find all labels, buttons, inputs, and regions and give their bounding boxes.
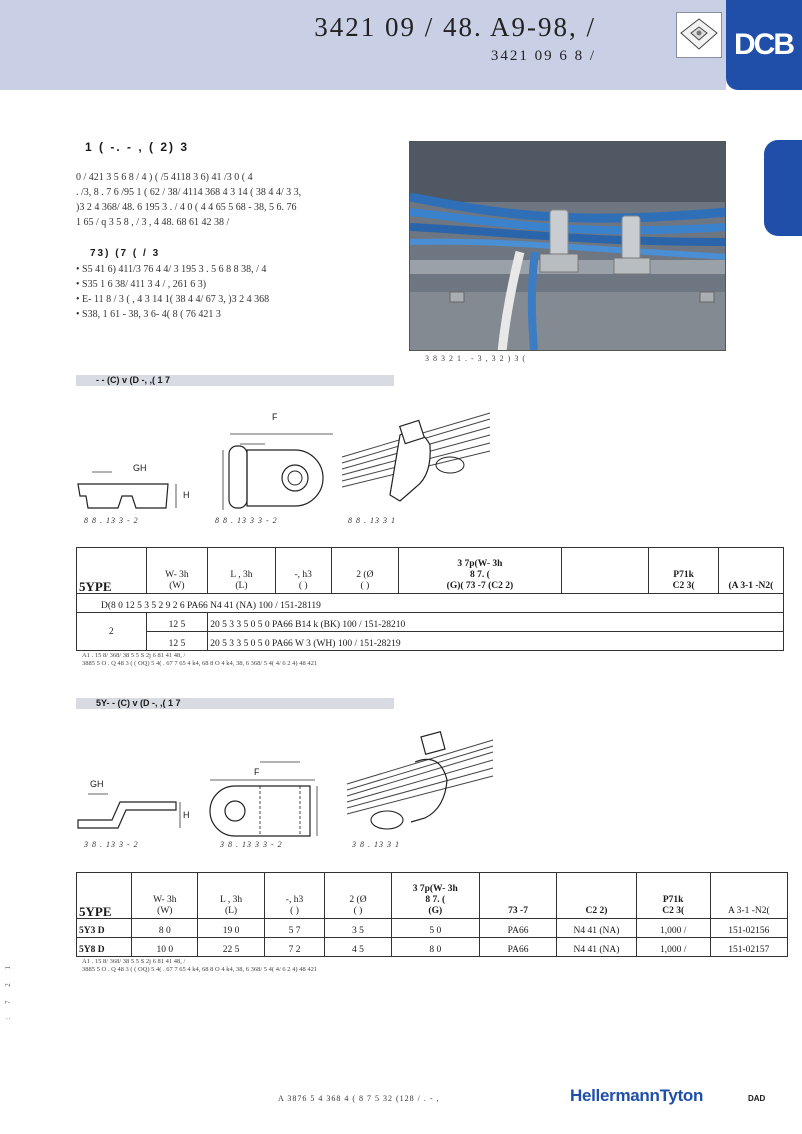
product-photo [409, 141, 726, 351]
col-type: 5YPE [77, 548, 147, 594]
table-cell: 12 5 [146, 613, 208, 632]
intro-line: . /3, 8 . 7 6 /95 1 ( 62 / 38/ 4114 368 4 3 14 ( 38 4 4/ 3 3, [76, 187, 302, 198]
table-cell: 5Y8 D [77, 938, 132, 957]
table-notes [82, 652, 317, 668]
side-tab [764, 140, 802, 236]
install-view-drawing [345, 722, 495, 842]
side-note: : 7 2 1 [4, 960, 12, 1020]
table-row [77, 632, 784, 651]
table-cell: 4 5 [325, 938, 391, 957]
install-view-drawing [340, 405, 495, 520]
note-line: 3885 5 O . Q 48 3 ( ( OQ) 5 4( . 67 7 65 4 k4, 68 8 O 4 k4, 38, 6 368/ 5 4( 4/ 6 2 4) 48 421 [82, 660, 318, 667]
col-height: -, h3 ( ) [275, 548, 331, 594]
table-cell: 8 0 [132, 919, 198, 938]
col-width: W- 3h (W) [146, 548, 208, 594]
table-cell: 1,000 / [636, 919, 710, 938]
feature-item: • S5 41 6) 411/3 76 4 4/ 3 195 3 . 5 6 8 8 38, / 4 [76, 262, 406, 277]
col-tie-width: 3 7p(W- 3h 8 7. ( (G)( 73 -7 (C2 2) [399, 548, 562, 594]
page-title: 3421 09 / 48. A9-98, / [314, 12, 596, 42]
col-hole: 2 (Ø ( ) [331, 548, 398, 594]
top-view-drawing [205, 760, 325, 845]
brand-tab-label: DCB [734, 28, 793, 61]
section-bar: 5Y- - (C) v (D -, ,( 1 7 [76, 698, 394, 709]
table-cell: 5 0 [391, 919, 479, 938]
table-cell: 19 0 [198, 919, 264, 938]
intro-line: )3 2 4 368/ 48. 6 195 3 . / 4 0 ( 4 4 65 5 68 - 38, 5 6. 76 [76, 202, 297, 213]
note-line: A1 . 15 8/ 368/ 38 5 5 S 2j 6 81 41 48, / [82, 958, 186, 965]
col-article: A 3-1 -N2( [710, 873, 787, 919]
drawing-caption: 8 8 . 13 3 3 - 2 [215, 516, 278, 525]
table-cell: 151-02157 [710, 938, 787, 957]
table-group-label: 2 [77, 613, 147, 651]
table-cell: 20 5 3 3 5 0 5 0 PA66 B14 k (BK) 100 / 151-28210 [208, 613, 784, 632]
dim-f: F [254, 767, 260, 777]
side-view-drawing [76, 780, 186, 840]
col-tie-width: 3 7p(W- 3h 8 7. ( (G) [391, 873, 479, 919]
col-type: 5YPE [77, 873, 132, 919]
brand-tab [726, 0, 802, 90]
drawing-caption: 3 8 . 13 3 3 - 2 [220, 840, 283, 849]
col-color: C2 2) [557, 873, 636, 919]
intro-line: 1 65 / q 3 5 8 , / 3 , 4 48. 68 61 42 38 / [76, 217, 230, 228]
col-empty [561, 548, 649, 594]
table-cell: 3 5 [325, 919, 391, 938]
photo-caption: 3 8 3 2 1 . - 3 , 3 2 ) 3 ( [425, 354, 526, 363]
table-cell: PA66 [479, 938, 556, 957]
col-length: L , 3h (L) [208, 548, 275, 594]
note-line: A1 . 15 8/ 368/ 38 5 5 S 2j 6 81 41 48, / [82, 652, 186, 659]
table-cell: 12 5 [146, 632, 208, 651]
drawing-caption: 3 8 . 13 3 1 [352, 840, 400, 849]
section-bar: - - (C) v (D -, ,( 1 7 [76, 375, 394, 386]
table-cell: N4 41 (NA) [557, 938, 636, 957]
col-material: 73 -7 [479, 873, 556, 919]
section-heading: 1 ( -. - , ( 2) 3 [85, 140, 190, 154]
dim-gh: GH [133, 463, 147, 473]
header-band [0, 0, 726, 90]
cable-tie-mount-icon [676, 12, 722, 58]
dim-f: F [272, 412, 278, 422]
col-height: -, h3 ( ) [264, 873, 325, 919]
table-cell: 20 5 3 3 5 0 5 0 PA66 W 3 (WH) 100 / 151-28219 [208, 632, 784, 651]
table-cell: 5 7 [264, 919, 325, 938]
table-cell: 5Y3 D [77, 919, 132, 938]
table-row [77, 594, 784, 613]
note-line: 3885 5 O . Q 48 3 ( ( OQ) 5 4( . 67 7 65 4 k4, 68 8 O 4 k4, 38, 6 368/ 5 4( 4/ 6 2 4) 48 421 [82, 966, 318, 973]
col-article: (A 3-1 -N2( [718, 548, 783, 594]
brand-logo: HellermannTyton [570, 1086, 704, 1105]
feature-item: • S38, 1 61 - 38, 3 6- 4( 8 ( 76 421 3 [76, 307, 406, 322]
table-cell: 22 5 [198, 938, 264, 957]
drawing-caption: 3 8 . 13 3 - 2 [84, 840, 139, 849]
footer-note: A 3876 5 4 368 4 ( 8 7 5 32 (128 / . - , [278, 1094, 440, 1103]
table-row [77, 613, 784, 632]
page-subtitle: 3421 09 6 8 / [490, 48, 596, 64]
table-cell: 8 0 [391, 938, 479, 957]
features-heading: 73) (7 ( / 3 [90, 248, 161, 259]
page-code: DAD [748, 1094, 766, 1103]
top-view-drawing [215, 420, 340, 520]
intro-line: 0 / 421 3 5 6 8 / 4 ) ( /5 4118 3 6) 41 /3 0 ( 4 [76, 172, 253, 183]
features-list [76, 262, 406, 322]
dim-h: H [183, 490, 190, 500]
col-package: P71k C2 3( [649, 548, 719, 594]
feature-item: • E- 11 8 / 3 ( , 4 3 14 1( 38 4 4/ 67 3, )3 2 4 368 [76, 292, 406, 307]
table-cell: 7 2 [264, 938, 325, 957]
table-row [77, 919, 788, 938]
table-cell: 151-02156 [710, 919, 787, 938]
table-cell: PA66 [479, 919, 556, 938]
table-cell: 10 0 [132, 938, 198, 957]
drawing-caption: 8 8 . 13 3 - 2 [84, 516, 139, 525]
dim-gh: GH [90, 779, 104, 789]
feature-item: • S35 1 6 38/ 411 3 4 / , 261 6 3) [76, 277, 406, 292]
table-cell: N4 41 (NA) [557, 919, 636, 938]
intro-paragraph [76, 170, 396, 230]
col-hole: 2 (Ø ( ) [325, 873, 391, 919]
spec-table-1 [76, 547, 784, 651]
table-cell: 1,000 / [636, 938, 710, 957]
table-row [77, 938, 788, 957]
table-cell: D(8 0 12 5 3 5 2 9 2 6 PA66 N4 41 (NA) 100 / 151-28119 [77, 594, 784, 613]
col-width: W- 3h (W) [132, 873, 198, 919]
drawing-caption: 8 8 . 13 3 1 [348, 516, 396, 525]
table-notes [82, 958, 317, 974]
spec-table-2 [76, 872, 788, 957]
dim-h: H [183, 810, 190, 820]
col-length: L , 3h (L) [198, 873, 264, 919]
col-package: P71k C2 3( [636, 873, 710, 919]
